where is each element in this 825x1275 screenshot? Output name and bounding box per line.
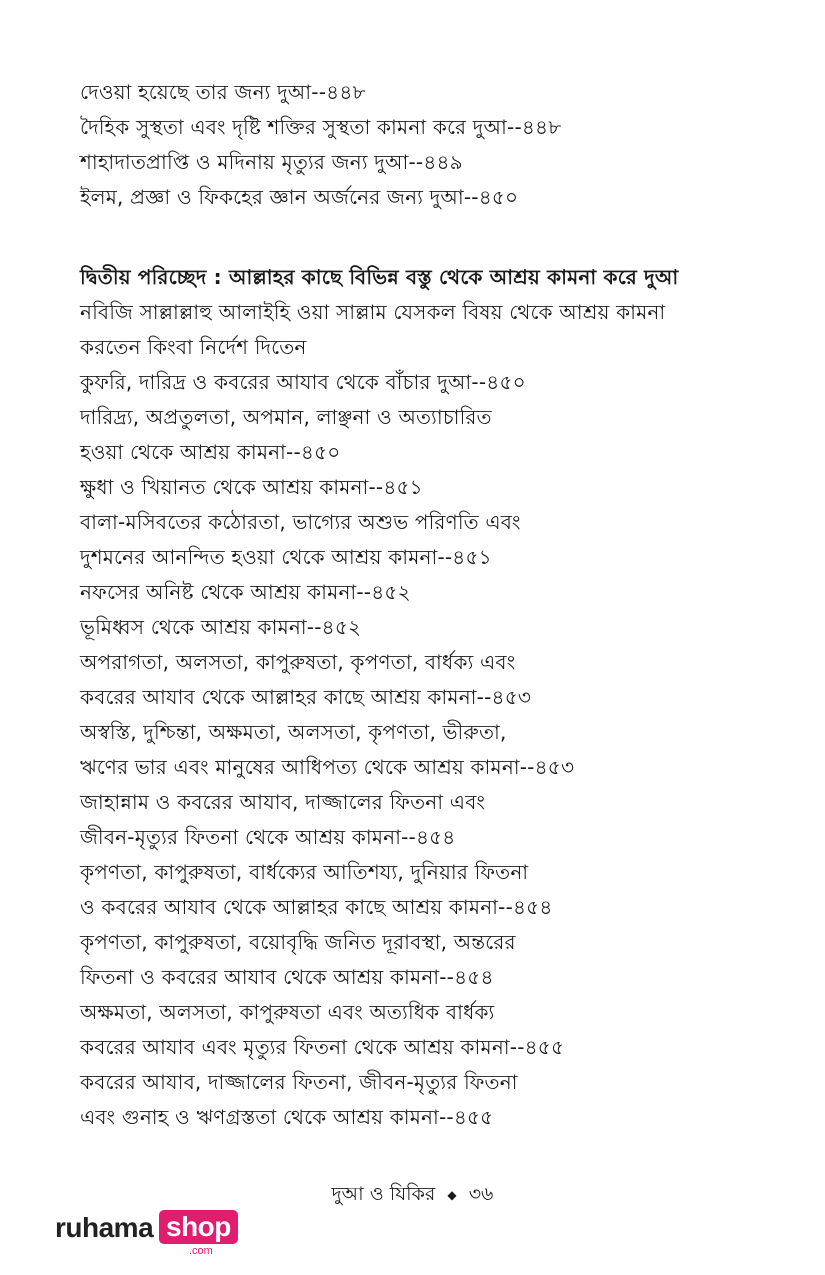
- diamond-separator-icon: ◆: [447, 1187, 457, 1202]
- toc-line: অস্বস্তি, দুশ্চিন্তা, অক্ষমতা, অলসতা, কৃপণতা, ভীরুতা,: [80, 720, 507, 744]
- toc-line: দুশমনের আনন্দিত হওয়া থেকে আশ্রয় কামনা--৪৫১: [80, 545, 492, 569]
- toc-line: ও কবরের আযাব থেকে আল্লাহর কাছে আশ্রয় কামনা--৪৫৪: [80, 895, 553, 919]
- toc-line: অক্ষমতা, অলসতা, কাপুরুষতা এবং অত্যধিক বার্ধক্য: [80, 1000, 495, 1024]
- toc-line: বালা-মসিবতের কঠোরতা, ভাগ্যের অশুভ পরিণতি এবং: [80, 510, 521, 534]
- logo-word-ruhama: ruhama: [55, 1212, 154, 1243]
- toc-line: এবং গুনাহ ও ঋণগ্রস্ততা থেকে আশ্রয় কামনা--৪৫৫: [80, 1105, 494, 1129]
- toc-line: দারিদ্র্য, অপ্রতুলতা, অপমান, লাঞ্ছনা ও অত্যাচারিত: [80, 405, 492, 429]
- toc-line: ইলম, প্রজ্ঞা ও ফিকহের জ্ঞান অর্জনের জন্য দুআ--৪৫০: [80, 185, 519, 209]
- toc-line: ঋণের ভার এবং মানুষের আধিপত্য থেকে আশ্রয় কামনা--৪৫৩: [80, 755, 575, 779]
- toc-line: কৃপণতা, কাপুরুষতা, বার্ধক্যের আতিশয্য, দুনিয়ার ফিতনা: [80, 860, 529, 884]
- toc-line: ফিতনা ও কবরের আযাব থেকে আশ্রয় কামনা--৪৫৪: [80, 965, 494, 989]
- toc-line: দেওয়া হয়েছে তার জন্য দুআ--৪৪৮: [80, 80, 366, 104]
- toc-line: কবরের আযাব এবং মৃত্যুর ফিতনা থেকে আশ্রয় কামনা--৪৫৫: [80, 1035, 565, 1059]
- toc-line: ক্ষুধা ও খিয়ানত থেকে আশ্রয় কামনা--৪৫১: [80, 475, 423, 499]
- section-heading: দ্বিতীয় পরিচ্ছেদ : আল্লাহর কাছে বিভিন্ন বস্তু থেকে আশ্রয় কামনা করে দুআ: [80, 265, 679, 289]
- toc-line: কৃপণতা, কাপুরুষতা, বয়োবৃদ্ধি জনিত দূরাবস্থা, অন্তরের: [80, 930, 516, 954]
- toc-line: দৈহিক সুস্থতা এবং দৃষ্টি শক্তির সুস্থতা কামনা করে দুআ--৪৪৮: [80, 115, 562, 139]
- toc-line: অপরাগতা, অলসতা, কাপুরুষতা, কৃপণতা, বার্ধক্য এবং: [80, 650, 516, 674]
- toc-line: জাহান্নাম ও কবরের আযাব, দাজ্জালের ফিতনা এবং: [80, 790, 486, 814]
- toc-line: জীবন-মৃত্যুর ফিতনা থেকে আশ্রয় কামনা--৪৫৪: [80, 825, 456, 849]
- toc-line: নফসের অনিষ্ট থেকে আশ্রয় কামনা--৪৫২: [80, 580, 411, 604]
- page-number: ৩৬: [468, 1183, 494, 1205]
- toc-line: নবিজি সাল্লাল্লাহু আলাইহি ওয়া সাল্লাম যেসকল বিষয় থেকে আশ্রয় কামনা: [80, 300, 666, 324]
- toc-line: করতেন কিংবা নির্দেশ দিতেন: [80, 335, 307, 359]
- toc-line: ভূমিধ্বস থেকে আশ্রয় কামনা--৪৫২: [80, 615, 362, 639]
- toc-line: শাহাদাতপ্রাপ্তি ও মদিনায় মৃত্যুর জন্য দুআ--৪৪৯: [80, 150, 463, 174]
- book-title: দুআ ও যিকির: [331, 1183, 436, 1205]
- toc-line: কবরের আযাব, দাজ্জালের ফিতনা, জীবন-মৃত্যুর ফিতনা: [80, 1070, 518, 1094]
- page-footer: [0, 1180, 825, 1209]
- toc-line: কুফরি, দারিদ্র ও কবরের আযাব থেকে বাঁচার দুআ--৪৫০: [80, 370, 526, 394]
- toc-section-block: [80, 260, 760, 1135]
- toc-line: হওয়া থেকে আশ্রয় কামনা--৪৫০: [80, 440, 341, 464]
- logo-word-shop: shop: [159, 1210, 238, 1244]
- toc-line: কবরের আযাব থেকে আল্লাহর কাছে আশ্রয় কামনা--৪৫৩: [80, 685, 532, 709]
- logo-domain: .com: [189, 1245, 213, 1257]
- toc-top-block: [80, 75, 760, 215]
